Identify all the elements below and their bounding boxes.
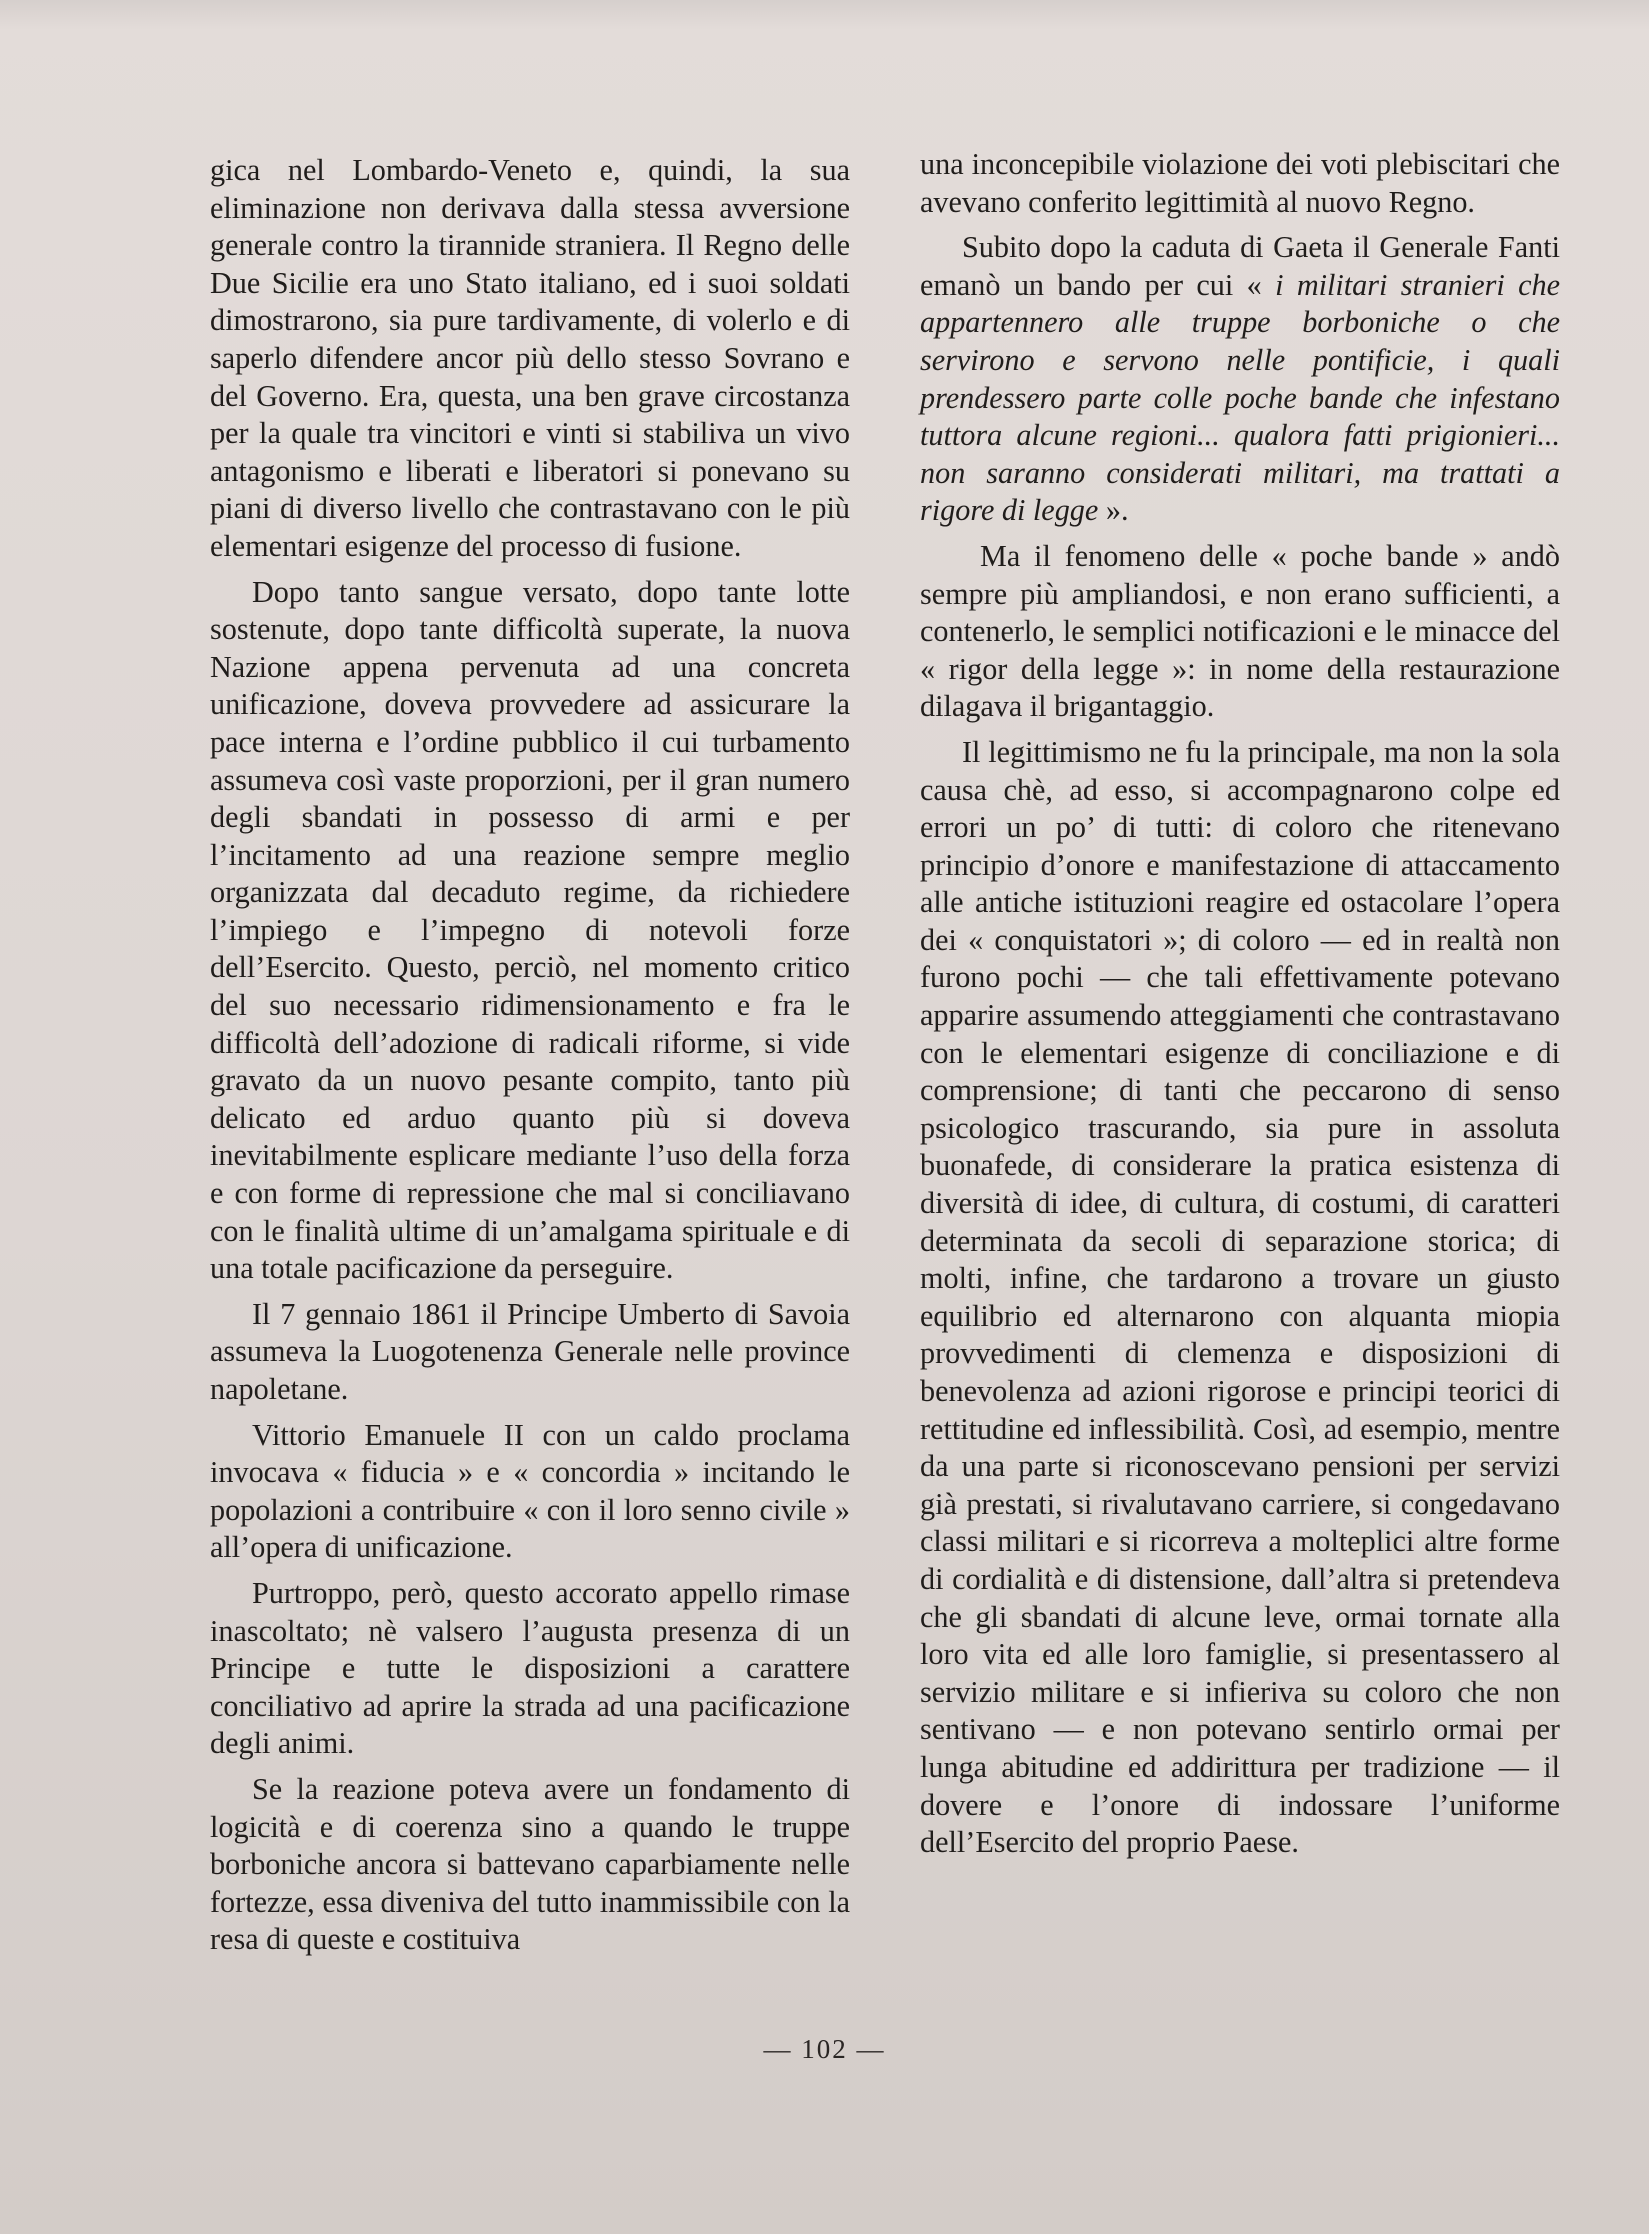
page-top-shadow [0, 0, 1649, 30]
left-paragraph-2: Dopo tanto sangue versato, dopo tante lotte sostenute, dopo tante difficoltà superate, la nuova Nazione appena pervenuta ad una concreta unificazione, doveva provvedere ad assicurare la pace interna e l’ordine pubblico il cui turbamento assumeva così vaste proporzioni, per il gran numero degli sbandati in possesso di armi e per l’incitamento ad una reazione sempre meglio organizzata dal decaduto regime, da richiedere l’impiego e l’impegno di notevoli forze dell’Esercito. Questo, perciò, nel momento critico del suo necessario ridimensionamento e fra le difficoltà dell’adozione di radicali riforme, si vide gravato da un nuovo pesante compito, tanto più delicato ed arduo quanto più si doveva inevitabilmente esplicare mediante l’uso della forza e con forme di repressione che mal si conciliavano con le finalità ultime di un’amalgama spirituale e di una totale pacificazione da perseguire. [210, 574, 850, 1286]
bando-close: ». [1098, 493, 1129, 528]
right-paragraph-2 [920, 229, 1560, 530]
right-paragraph-4: Il legittimismo ne fu la principale, ma non la sola causa chè, ad esso, si accompagnarono colpe ed errori un po’ di tutti: di coloro che ritenevano principio d’onore e manifestazione di attaccamento alle antiche istituzioni reagire ed ostacolare l’opera dei « conquistatori »; di coloro — ed in realtà non furono pochi — che tali effettivamente potevano apparire assumendo atteggiamenti che contrastavano con le elementari esigenze di conciliazione e di comprensione; di tanti che peccarono di senso psicologico trascurando, sia pure in assoluta buonafede, di considerare la pratica esistenza di diversità di idee, di cultura, di costumi, di caratteri determinata da secoli di separazione storica; di molti, infine, che tardarono a trovare un giusto equilibrio ed alternarono con alquanta miopia provvedimenti di clemenza e disposizioni di benevolenza ad azioni rigorose e principi teorici di rettitudine ed inflessibilità. Così, ad esempio, mentre da una parte si riconoscevano pensioni per servizi già prestati, si rivalutavano carriere, si congedavano classi militari e si ricorreva a molteplici altre forme di cordialità e di distensione, dall’altra si pretendeva che gli sbandati di alcune leve, ormai tornate alla loro vita ed alle loro famiglie, si presentassero al servizio militare e si infieriva su coloro che non sentivano — e non potevano sentirlo ormai per lunga abitudine ed addirittura per tradizione — il dovere e l’onore di indossare l’uniforme dell’Esercito del proprio Paese. [920, 734, 1560, 1860]
bando-intro: Subito dopo la caduta di Gaeta il Generale Fanti emanò un bando per cui « [920, 230, 1560, 302]
right-paragraph-3: Ma il fenomeno delle « poche bande » andò sempre più ampliandosi, e non erano sufficienti, a contenerlo, le semplici notificazioni e le minacce del « rigor della legge »: in nome della restaurazione dilagava il brigantaggio. [920, 538, 1560, 724]
left-paragraph-3: Il 7 gennaio 1861 il Principe Umberto di Savoia assumeva la Luogotenenza Generale nelle province napoletane. [210, 1296, 850, 1406]
bando-quote: i militari stranieri che appartennero alle truppe borboniche o che servirono e servono nelle pontificie, i quali prendessero parte colle poche bande che infestano tuttora alcune regioni... qualora fatti prigionieri... non saranno considerati militari, ma trattati a rigore di legge [920, 267, 1560, 528]
left-paragraph-1: gica nel Lombardo-Veneto e, quindi, la sua eliminazione non derivava dalla stessa avversione generale contro la tirannide straniera. Il Regno delle Due Sicilie era uno Stato italiano, ed i suoi soldati dimostrarono, sia pure tardivamente, di volerlo e di saperlo difendere ancor più dello stesso Sovrano e del Governo. Era, questa, una ben grave circostanza per la quale tra vincitori e vinti si stabiliva un vivo antagonismo e liberati e liberatori si ponevano su piani di diverso livello che contrastavano con le più elementari esigenze del processo di fusione. [210, 153, 850, 563]
page-number: — 102 — [763, 2034, 886, 2064]
left-column [210, 152, 850, 1967]
right-column [920, 146, 1560, 1870]
left-paragraph-5: Purtroppo, però, questo accorato appello rimase inascoltato; nè valsero l’augusta presenza di un Principe e tutte le disposizioni a carattere conciliativo ad aprire la strada ad una pacificazione degli animi. [210, 1575, 850, 1761]
right-paragraph-1: una inconcepibile violazione dei voti plebiscitari che avevano conferito legittimità al nuovo Regno. [920, 147, 1560, 219]
left-paragraph-6: Se la reazione poteva avere un fondamento di logicità e di coerenza sino a quando le truppe borboniche ancora si battevano caparbiamente nelle fortezze, essa diveniva del tutto inammissibile con la resa di queste e costituiva [210, 1771, 850, 1957]
left-paragraph-4: Vittorio Emanuele II con un caldo proclama invocava « fiducia » e « concordia » incitando le popolazioni a contribuire « con il loro senno civile » all’opera di unificazione. [210, 1417, 850, 1565]
